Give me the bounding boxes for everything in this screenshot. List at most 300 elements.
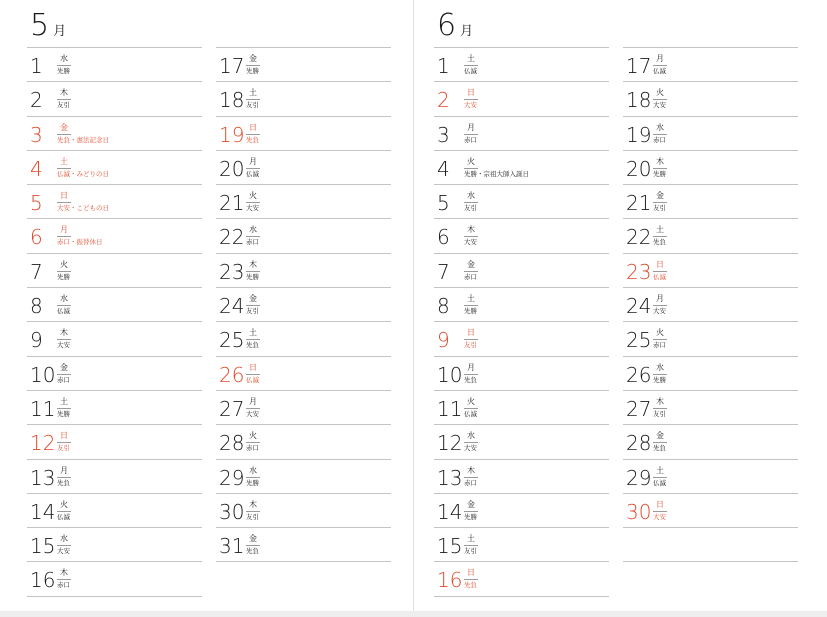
day-meta — [464, 534, 478, 556]
page-spine — [413, 0, 414, 617]
month-number: 5 — [30, 8, 50, 43]
day-row — [216, 254, 391, 288]
rokuyo-label: 仏滅・みどりの日 — [57, 169, 109, 178]
day-number: 12 — [437, 431, 463, 456]
weekday-label: 金 — [57, 363, 71, 375]
day-row — [216, 391, 391, 425]
rokuyo-label: 赤口 — [246, 444, 259, 453]
rokuyo-label: 先勝 — [57, 409, 70, 418]
day-number: 4 — [437, 156, 450, 181]
day-meta — [246, 88, 260, 110]
weekday-label: 日 — [246, 123, 260, 135]
weekday-label: 日 — [57, 431, 71, 443]
day-row — [27, 151, 202, 185]
day-meta — [246, 123, 260, 145]
weekday-label: 月 — [464, 123, 478, 135]
day-row — [27, 254, 202, 288]
day-number: 1 — [30, 54, 43, 78]
weekday-label: 月 — [246, 397, 260, 409]
day-number: 23 — [626, 259, 652, 284]
day-number: 28 — [626, 431, 652, 456]
day-meta — [57, 397, 71, 419]
month-title-june — [437, 8, 473, 44]
day-number: 29 — [626, 465, 652, 490]
weekday-label: 金 — [246, 534, 260, 546]
day-number: 15 — [30, 534, 56, 559]
day-number: 25 — [626, 328, 652, 353]
day-meta — [246, 431, 260, 453]
weekday-label: 水 — [653, 123, 667, 135]
rokuyo-label: 友引 — [653, 409, 666, 418]
day-row — [216, 82, 391, 116]
empty-row — [623, 528, 798, 562]
day-number: 20 — [626, 156, 652, 181]
day-number: 4 — [30, 156, 43, 181]
day-number: 22 — [219, 225, 245, 250]
day-row — [623, 322, 798, 356]
rokuyo-label: 先勝 — [653, 169, 666, 178]
weekday-label: 金 — [246, 54, 260, 66]
day-row — [27, 185, 202, 219]
rokuyo-label: 先勝 — [246, 272, 259, 281]
day-number: 20 — [219, 156, 245, 181]
day-meta — [464, 225, 478, 247]
day-row — [216, 357, 391, 391]
weekday-label: 火 — [464, 397, 478, 409]
day-row — [27, 494, 202, 528]
may-column-1 — [27, 47, 202, 597]
day-row — [27, 117, 202, 151]
rokuyo-label: 先負 — [464, 581, 477, 590]
weekday-label: 土 — [653, 466, 667, 478]
day-meta — [653, 431, 667, 453]
day-meta — [246, 191, 260, 213]
day-row — [623, 117, 798, 151]
day-number: 8 — [437, 294, 450, 319]
day-number: 15 — [437, 534, 463, 559]
rokuyo-label: 赤口 — [464, 478, 477, 487]
day-meta — [57, 260, 71, 282]
day-number: 11 — [437, 396, 463, 421]
weekday-label: 火 — [464, 157, 478, 169]
day-number: 6 — [437, 225, 450, 250]
rokuyo-label: 先勝 — [464, 512, 477, 521]
weekday-label: 土 — [246, 328, 260, 340]
weekday-label: 月 — [653, 294, 667, 306]
day-row — [623, 219, 798, 253]
day-row — [434, 82, 609, 116]
weekday-label: 日 — [246, 363, 260, 375]
day-row — [434, 185, 609, 219]
day-meta — [246, 157, 260, 179]
weekday-label: 水 — [246, 466, 260, 478]
day-row — [27, 288, 202, 322]
day-meta — [653, 466, 667, 488]
day-number: 27 — [219, 396, 245, 421]
day-meta — [653, 500, 667, 522]
day-number: 8 — [30, 294, 43, 319]
day-meta — [464, 363, 478, 385]
day-row — [216, 528, 391, 562]
day-meta — [653, 54, 667, 76]
rokuyo-label: 先負 — [653, 444, 666, 453]
day-number: 25 — [219, 328, 245, 353]
day-number: 31 — [219, 534, 245, 559]
day-row — [216, 288, 391, 322]
weekday-label: 木 — [57, 328, 71, 340]
day-meta — [57, 191, 109, 213]
day-number: 21 — [626, 191, 652, 216]
day-row — [434, 391, 609, 425]
weekday-label: 月 — [464, 363, 478, 375]
weekday-label: 火 — [653, 88, 667, 100]
weekday-label: 木 — [464, 225, 478, 237]
day-row — [434, 254, 609, 288]
rokuyo-label: 友引 — [246, 101, 259, 110]
rokuyo-label: 友引 — [464, 341, 477, 350]
weekday-label: 月 — [57, 466, 71, 478]
day-row — [27, 219, 202, 253]
day-meta — [246, 500, 260, 522]
day-meta — [653, 328, 667, 350]
weekday-label: 金 — [57, 123, 71, 135]
day-meta — [653, 294, 667, 316]
day-row — [27, 425, 202, 459]
day-row — [623, 357, 798, 391]
rokuyo-label: 大安 — [653, 101, 666, 110]
rokuyo-label: 仏滅 — [653, 67, 666, 75]
day-meta — [464, 191, 478, 213]
may-column-2 — [216, 47, 391, 562]
rokuyo-label: 先負・憲法記念日 — [57, 135, 109, 144]
day-row — [27, 391, 202, 425]
day-meta — [57, 294, 71, 316]
day-row — [434, 528, 609, 562]
day-number: 14 — [30, 499, 56, 524]
day-row — [623, 494, 798, 528]
day-row — [216, 48, 391, 82]
day-number: 14 — [437, 499, 463, 524]
day-row — [434, 494, 609, 528]
rokuyo-label: 大安・こどもの日 — [57, 204, 109, 213]
day-meta — [464, 500, 478, 522]
day-number: 30 — [626, 499, 652, 524]
day-row — [434, 117, 609, 151]
day-number: 22 — [626, 225, 652, 250]
rokuyo-label: 友引 — [57, 444, 70, 453]
month-title-may — [30, 8, 66, 44]
rokuyo-label: 先負 — [57, 478, 70, 487]
rokuyo-label: 先負 — [246, 547, 259, 556]
day-meta — [246, 466, 260, 488]
day-meta — [464, 54, 478, 76]
weekday-label: 月 — [57, 225, 71, 237]
day-number: 5 — [437, 191, 450, 216]
day-number: 18 — [219, 88, 245, 113]
day-meta — [246, 54, 260, 76]
day-number: 17 — [626, 54, 652, 78]
day-number: 21 — [219, 191, 245, 216]
rokuyo-label: 友引 — [464, 204, 477, 213]
day-number: 30 — [219, 499, 245, 524]
weekday-label: 日 — [464, 88, 478, 100]
weekday-label: 水 — [653, 363, 667, 375]
weekday-label: 水 — [246, 225, 260, 237]
weekday-label: 日 — [57, 191, 71, 203]
weekday-label: 火 — [57, 260, 71, 272]
rokuyo-label: 友引 — [653, 204, 666, 213]
rokuyo-label: 友引 — [57, 101, 70, 110]
day-meta — [464, 568, 478, 590]
day-meta — [246, 534, 260, 556]
rokuyo-label: 大安 — [464, 101, 477, 110]
rokuyo-label: 大安 — [653, 512, 666, 521]
day-meta — [653, 363, 667, 385]
day-number: 27 — [626, 396, 652, 421]
day-number: 24 — [626, 294, 652, 319]
weekday-label: 土 — [57, 397, 71, 409]
rokuyo-label: 先勝 — [57, 67, 70, 75]
page-footer-strip — [0, 611, 827, 617]
day-meta — [464, 260, 478, 282]
day-meta — [57, 328, 71, 350]
day-meta — [57, 500, 71, 522]
day-meta — [653, 191, 667, 213]
day-number: 3 — [30, 122, 43, 147]
month-number: 6 — [437, 8, 457, 43]
day-number: 16 — [437, 568, 463, 593]
day-number: 9 — [30, 328, 43, 353]
weekday-label: 火 — [653, 328, 667, 340]
weekday-label: 金 — [464, 500, 478, 512]
rokuyo-label: 先勝 — [246, 478, 259, 487]
day-row — [623, 254, 798, 288]
day-row — [434, 562, 609, 596]
day-row — [216, 460, 391, 494]
rokuyo-label: 先勝 — [57, 272, 70, 281]
rokuyo-label: 先負 — [653, 238, 666, 247]
day-row — [623, 391, 798, 425]
day-number: 13 — [437, 465, 463, 490]
rokuyo-label: 友引 — [246, 307, 259, 316]
day-row — [434, 460, 609, 494]
day-row — [27, 322, 202, 356]
rokuyo-label: 大安 — [653, 307, 666, 316]
day-row — [216, 117, 391, 151]
day-row — [623, 425, 798, 459]
day-number: 7 — [30, 259, 43, 284]
day-meta — [464, 328, 478, 350]
day-meta — [246, 260, 260, 282]
june-column-1 — [434, 47, 609, 597]
day-meta — [246, 328, 260, 350]
day-row — [623, 82, 798, 116]
weekday-label: 木 — [246, 260, 260, 272]
weekday-label: 木 — [57, 568, 71, 580]
day-row — [434, 151, 609, 185]
day-row — [434, 425, 609, 459]
day-number: 1 — [437, 54, 450, 78]
day-meta — [246, 225, 260, 247]
rokuyo-label: 先負 — [464, 375, 477, 384]
day-row — [216, 322, 391, 356]
day-meta — [246, 363, 260, 385]
day-meta — [464, 123, 478, 145]
day-row — [27, 460, 202, 494]
day-row — [434, 357, 609, 391]
day-row — [216, 494, 391, 528]
rokuyo-label: 仏滅 — [57, 307, 70, 316]
day-number: 19 — [626, 122, 652, 147]
rokuyo-label: 先負 — [246, 341, 259, 350]
day-number: 23 — [219, 259, 245, 284]
rokuyo-label: 先勝 — [464, 307, 477, 316]
june-column-2 — [623, 47, 798, 562]
day-meta — [57, 466, 71, 488]
day-meta — [464, 157, 529, 179]
day-meta — [464, 466, 478, 488]
day-meta — [57, 88, 71, 110]
rokuyo-label: 仏滅 — [464, 67, 477, 75]
weekday-label: 土 — [464, 534, 478, 546]
day-meta — [57, 157, 109, 179]
rokuyo-label: 先勝 — [653, 375, 666, 384]
day-meta — [464, 397, 478, 419]
day-number: 5 — [30, 191, 43, 216]
day-meta — [57, 534, 71, 556]
rokuyo-label: 仏滅 — [653, 272, 666, 281]
rokuyo-label: 仏滅 — [246, 169, 259, 178]
day-number: 12 — [30, 431, 56, 456]
rokuyo-label: 先負 — [246, 135, 259, 144]
day-meta — [57, 54, 71, 76]
rokuyo-label: 大安 — [464, 444, 477, 453]
weekday-label: 木 — [653, 157, 667, 169]
day-meta — [246, 397, 260, 419]
day-row — [623, 48, 798, 82]
day-meta — [57, 225, 103, 247]
weekday-label: 木 — [464, 466, 478, 478]
weekday-label: 金 — [653, 191, 667, 203]
rokuyo-label: 先勝 — [246, 67, 259, 75]
rokuyo-label: 赤口 — [57, 581, 70, 590]
day-meta — [653, 260, 667, 282]
rokuyo-label: 友引 — [464, 547, 477, 556]
day-number: 29 — [219, 465, 245, 490]
rokuyo-label: 仏滅 — [246, 375, 259, 384]
day-meta — [653, 88, 667, 110]
day-row — [623, 151, 798, 185]
day-meta — [653, 225, 667, 247]
rokuyo-label: 赤口 — [246, 238, 259, 247]
day-meta — [57, 123, 109, 145]
weekday-label: 木 — [57, 88, 71, 100]
day-number: 17 — [219, 54, 245, 78]
weekday-label: 火 — [57, 500, 71, 512]
weekday-label: 水 — [464, 191, 478, 203]
day-number: 3 — [437, 122, 450, 147]
weekday-label: 日 — [464, 568, 478, 580]
weekday-label: 土 — [653, 225, 667, 237]
day-number: 19 — [219, 122, 245, 147]
weekday-label: 日 — [653, 500, 667, 512]
day-meta — [464, 431, 478, 453]
day-number: 26 — [219, 362, 245, 387]
day-number: 2 — [30, 88, 43, 113]
weekday-label: 水 — [57, 54, 71, 66]
day-meta — [57, 568, 71, 590]
rokuyo-label: 大安 — [246, 409, 259, 418]
rokuyo-label: 大安 — [246, 204, 259, 213]
day-meta — [653, 157, 667, 179]
rokuyo-label: 赤口 — [57, 375, 70, 384]
rokuyo-label: 赤口 — [653, 135, 666, 144]
weekday-label: 火 — [246, 191, 260, 203]
rokuyo-label: 赤口 — [464, 272, 477, 281]
weekday-label: 金 — [246, 294, 260, 306]
weekday-label: 火 — [246, 431, 260, 443]
day-meta — [246, 294, 260, 316]
day-row — [434, 48, 609, 82]
rokuyo-label: 仏滅 — [464, 409, 477, 418]
rokuyo-label: 大安 — [464, 238, 477, 247]
weekday-label: 土 — [464, 54, 478, 66]
rokuyo-label: 大安 — [57, 547, 70, 556]
day-row — [434, 219, 609, 253]
day-number: 18 — [626, 88, 652, 113]
day-number: 9 — [437, 328, 450, 353]
day-row — [623, 460, 798, 494]
weekday-label: 日 — [464, 328, 478, 340]
weekday-label: 土 — [464, 294, 478, 306]
weekday-label: 土 — [246, 88, 260, 100]
day-number: 26 — [626, 362, 652, 387]
day-number: 7 — [437, 259, 450, 284]
weekday-label: 木 — [653, 397, 667, 409]
day-meta — [653, 123, 667, 145]
day-number: 24 — [219, 294, 245, 319]
day-row — [27, 357, 202, 391]
day-number: 10 — [437, 362, 463, 387]
day-meta — [653, 397, 667, 419]
day-row — [434, 288, 609, 322]
day-row — [623, 185, 798, 219]
day-number: 11 — [30, 396, 56, 421]
day-row — [623, 288, 798, 322]
month-unit: 月 — [53, 24, 67, 39]
day-row — [27, 82, 202, 116]
rokuyo-label: 先勝・宗祖大師入誕日 — [464, 169, 529, 178]
weekday-label: 水 — [464, 431, 478, 443]
day-meta — [464, 294, 478, 316]
weekday-label: 木 — [246, 500, 260, 512]
weekday-label: 金 — [653, 431, 667, 443]
rokuyo-label: 大安 — [57, 341, 70, 350]
day-row — [27, 562, 202, 596]
weekday-label: 水 — [57, 294, 71, 306]
day-row — [434, 322, 609, 356]
day-row — [216, 425, 391, 459]
day-number: 28 — [219, 431, 245, 456]
day-row — [27, 528, 202, 562]
weekday-label: 土 — [57, 157, 71, 169]
day-row — [216, 151, 391, 185]
month-unit: 月 — [460, 24, 474, 39]
day-meta — [57, 431, 71, 453]
weekday-label: 月 — [653, 54, 667, 66]
day-row — [216, 185, 391, 219]
rokuyo-label: 仏滅 — [57, 512, 70, 521]
